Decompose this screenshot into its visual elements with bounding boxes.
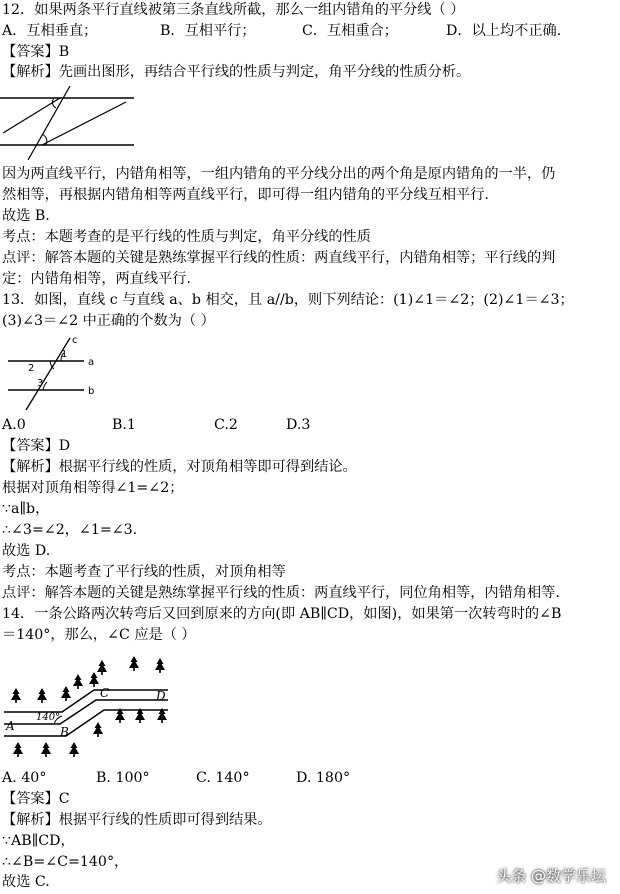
q12-explain-6: 定：内错角相等，两直线平行. (2, 271, 191, 287)
q12-option-a: A．互相垂直； (2, 23, 98, 39)
q14-label-c: C (100, 686, 110, 700)
q14-line-4: 故选 C. (2, 874, 50, 890)
q14-option-c: C. 140° (196, 770, 250, 786)
q14-label-d: D (156, 689, 166, 703)
q14-line-2: ∵AB∥CD， (2, 833, 75, 849)
q13-label-2: 2 (28, 363, 35, 374)
q12-explain-1: 因为两直线平行，内错角相等，一组内错角的平分线分出的两个角是原内错角的一半，仍 (2, 166, 556, 182)
q13-line-3: ∵a∥b， (2, 501, 50, 517)
q14-line-3: ∴∠B=∠C=140°， (2, 854, 129, 870)
q13-label-b: b (88, 386, 95, 397)
q12-option-b: B．互相平行； (160, 23, 256, 39)
q13-stem-1: 13．如图，直线 c 与直线 a、b 相交，且 a//b，则下列结论：(1)∠1＝∠2；(2)∠1＝∠3； (2, 292, 574, 308)
q13-line-1: 【解析】根据平行线的性质，对顶角相等即可得到结论。 (2, 459, 357, 475)
q12-answer: 【答案】B (2, 44, 70, 60)
q12-explain-4: 考点：本题考查的是平行线的性质与判定，角平分线的性质 (2, 229, 371, 245)
q12-stem: 12．如果两条平行直线被第三条直线所截，那么一组内错角的平分线（ ） (2, 2, 465, 18)
q13-option-d: D.3 (286, 417, 311, 433)
q13-option-b: B.1 (112, 417, 136, 433)
q14-stem-2: ＝140°，那么，∠C 应是（ ） (2, 627, 196, 643)
q14-option-b: B. 100° (96, 770, 150, 786)
q13-option-c: C.2 (214, 417, 238, 433)
q13-answer: 【答案】D (2, 438, 71, 454)
q13-line-7: 点评：解答本题的关键是熟练掌握平行线的性质：两直线平行，同位角相等，内错角相等. (2, 585, 560, 601)
q14-answer: 【答案】C (2, 791, 70, 807)
q13-label-3: 3 (37, 378, 44, 389)
q12-option-c: C．互相重合； (302, 23, 398, 39)
q13-figure (4, 334, 114, 412)
q13-label-a: a (88, 357, 95, 368)
q12-analysis: 【解析】先画出图形，再结合平行线的性质与判定，角平分线的性质分析。 (2, 64, 471, 80)
watermark: 头条 @数学乐坛 (496, 867, 606, 885)
q13-label-c: c (72, 335, 78, 346)
q13-line-2: 根据对顶角相等得∠1=∠2； (2, 480, 184, 496)
q14-option-d: D. 180° (296, 770, 351, 786)
q13-option-a: A.0 (2, 417, 26, 433)
q12-explain-2: 然相等，再根据内错角相等两直线平行，即可得一组内错角的平分线互相平行. (2, 187, 489, 203)
q14-label-a: A (6, 719, 15, 733)
q12-explain-5: 点评：解答本题的关键是熟练掌握平行线的性质：两直线平行，内错角相等；平行线的判 (2, 250, 556, 266)
q14-stem-1: 14．一条公路两次转弯后又回到原来的方向(即 AB∥CD，如图)，如果第一次转弯时的∠B (2, 606, 562, 622)
q13-line-6: 考点：本题考查了平行线的性质，对顶角相等 (2, 564, 286, 580)
q14-option-a: A. 40° (2, 770, 47, 786)
q14-line-1: 【解析】根据平行线的性质即可得到结果。 (2, 812, 272, 828)
q13-line-4: ∴∠3=∠2，∠1=∠3. (2, 522, 138, 538)
q12-figure (0, 86, 150, 160)
q13-stem-2: (3)∠3＝∠2 中正确的个数为（ ） (2, 313, 215, 329)
q14-label-b: B (60, 725, 69, 739)
q12-option-d: D．以上均不正确. (446, 23, 562, 39)
q14-figure (0, 650, 180, 762)
q12-explain-3: 故选 B. (2, 208, 50, 224)
q14-angle-label: 140° (36, 712, 61, 723)
q13-label-1: 1 (61, 349, 68, 360)
q13-line-5: 故选 D. (2, 543, 51, 559)
